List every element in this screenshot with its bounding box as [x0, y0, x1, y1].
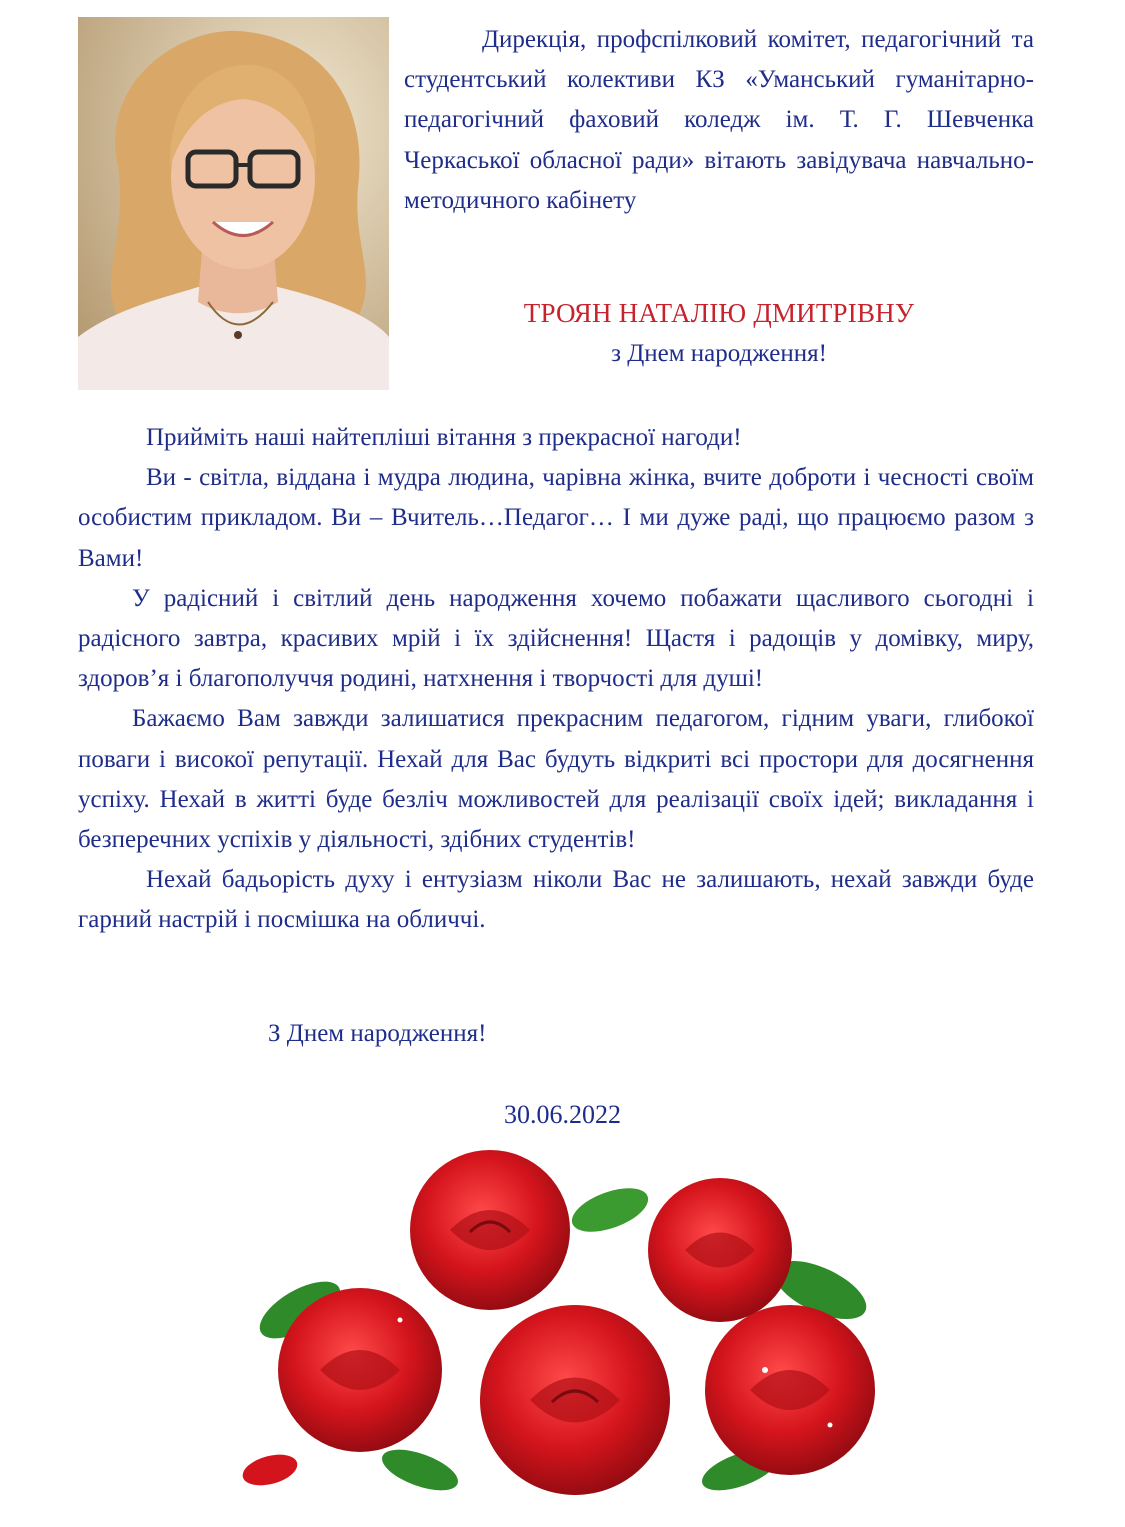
greeting-line: з Днем народження!	[611, 340, 827, 367]
petal-shape	[239, 1449, 300, 1491]
paragraph-3: У радісний і світлий день народження хочемо побажати щасливого сьогодні і радісного завтра, красивих мрій і їх здійснення! Щастя і радощів у домівку, миру, здоров’я і благополуччя родині, натхнення і творчості для душі!	[78, 584, 1034, 693]
date: 30.06.2022	[504, 1100, 621, 1129]
honoree-name: ТРОЯН НАТАЛІЮ ДМИТРІВНУ	[523, 298, 915, 328]
leaf-shape	[377, 1441, 463, 1498]
paragraph-4: Бажаємо Вам завжди залишатися прекрасним педагогом, гідним уваги, глибокої поваги і високої репутації. Нехай для Вас будуть відкриті всі простори для досягнення успіху. Нехай в житті буде безліч можливостей для реалізації своїх ідей; викладання і безперечних успіхів у діяльності, здібних студентів!	[78, 705, 1034, 854]
paragraph-1: Прийміть наші найтепліші вітання з прекрасної нагоди!	[146, 424, 742, 451]
intro-text: Дирекція, профспілковий комітет, педагогічний та студентський колективи КЗ «Уманський гуманітарно-педагогічний фаховий коледж ім. Т. Г. Шевченка Черкаської обласної ради» вітають завідувача навчально-методичного кабінету	[404, 26, 1034, 214]
paragraph-2: Ви - світла, віддана і мудра людина, чарівна жінка, вчите доброти і чесності своїм особистим прикладом. Ви – Вчитель…Педагог… І ми дуже раді, що працюємо разом з Вами!	[78, 464, 1034, 572]
rose-shape	[278, 1288, 442, 1452]
greeting-body	[78, 418, 1034, 941]
portrait-photo	[78, 17, 389, 390]
rose-shape	[648, 1178, 792, 1322]
paragraph-5: Нехай бадьорість духу і ентузіазм ніколи Вас не залишають, нехай завжди буде гарний настрій і посмішка на обличчі.	[78, 866, 1034, 934]
rose-shape	[480, 1305, 670, 1495]
rose-shape	[410, 1150, 570, 1310]
roses-bouquet-image	[220, 1140, 910, 1520]
portrait-illustration	[78, 17, 389, 390]
rose-shape	[705, 1305, 875, 1475]
leaf-shape	[566, 1179, 653, 1240]
closing-greeting: З Днем народження!	[268, 1020, 487, 1047]
